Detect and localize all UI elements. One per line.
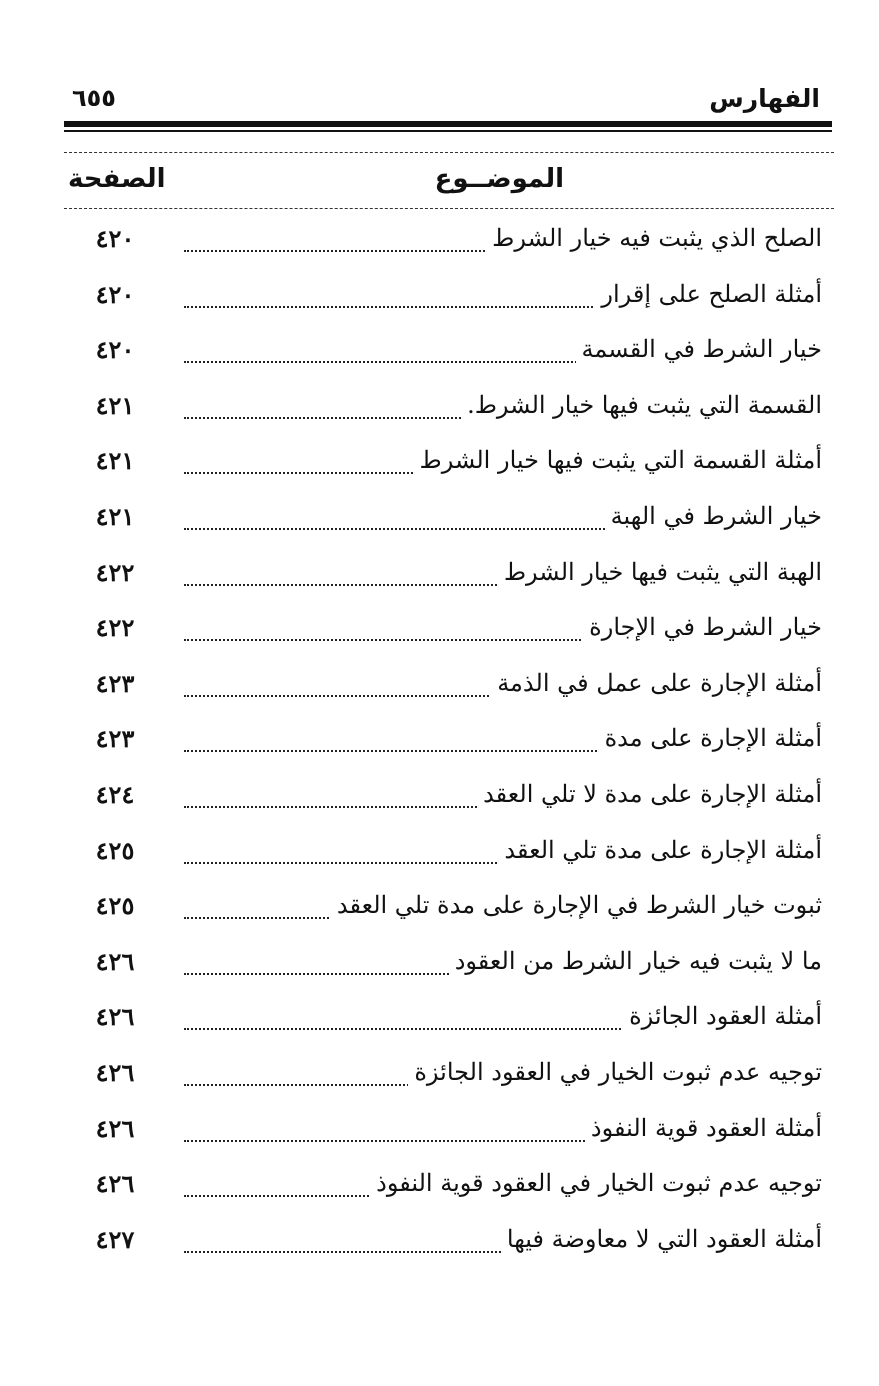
page-number: ٦٥٥ bbox=[72, 84, 116, 112]
index-entry bbox=[62, 1052, 834, 1108]
running-title: الفهارس bbox=[709, 84, 820, 113]
entry-title: ثبوت خيار الشرط في الإجارة على مدة تلي العقد bbox=[331, 891, 822, 919]
entry-title: الهبة التي يثبت فيها خيار الشرط bbox=[498, 558, 822, 586]
entry-page-number: ٤٢١ bbox=[95, 390, 135, 420]
entry-page-number: ٤٢٢ bbox=[95, 613, 135, 643]
entry-page-number: ٤٢٦ bbox=[95, 1002, 135, 1032]
entry-title: أمثلة القسمة التي يثبت فيها خيار الشرط bbox=[414, 446, 822, 474]
index-entry bbox=[62, 218, 834, 274]
entry-page-number: ٤٢٧ bbox=[95, 1224, 135, 1254]
entry-title: توجيه عدم ثبوت الخيار في العقود قوية النفوذ bbox=[370, 1169, 822, 1197]
index-entry bbox=[62, 496, 834, 552]
index-entry bbox=[62, 1108, 834, 1164]
index-entry bbox=[62, 607, 834, 663]
entry-title: أمثلة العقود الجائزة bbox=[623, 1002, 822, 1030]
entry-title: أمثلة الصلح على إقرار bbox=[595, 280, 822, 308]
entry-title: خيار الشرط في الإجارة bbox=[583, 613, 822, 641]
topic-column-heading: الموضــوع bbox=[434, 164, 564, 194]
index-entry bbox=[62, 274, 834, 330]
entry-page-number: ٤٢١ bbox=[95, 501, 135, 531]
header-rule-thin bbox=[64, 130, 832, 132]
entry-page-number: ٤٢٣ bbox=[95, 668, 135, 698]
header-rule-thick bbox=[64, 121, 832, 127]
entry-title: ما لا يثبت فيه خيار الشرط من العقود bbox=[449, 947, 822, 975]
entry-page-number: ٤٢٤ bbox=[95, 779, 135, 809]
entry-page-number: ٤٢١ bbox=[95, 446, 135, 476]
entry-title: خيار الشرط في الهبة bbox=[605, 502, 822, 530]
entry-page-number: ٤٢٠ bbox=[95, 335, 135, 365]
index-entry bbox=[62, 552, 834, 608]
index-entry bbox=[62, 663, 834, 719]
dashed-divider-top bbox=[64, 152, 834, 153]
index-entry bbox=[62, 1163, 834, 1219]
entry-page-number: ٤٢٠ bbox=[95, 279, 135, 309]
entry-title: أمثلة العقود التي لا معاوضة فيها bbox=[501, 1225, 822, 1253]
index-entry bbox=[62, 996, 834, 1052]
column-headings bbox=[62, 164, 834, 204]
entry-title: أمثلة العقود قوية النفوذ bbox=[585, 1114, 822, 1142]
index-entry bbox=[62, 440, 834, 496]
index-entry bbox=[62, 941, 834, 997]
index-entry bbox=[62, 885, 834, 941]
entry-title: خيار الشرط في القسمة bbox=[576, 335, 822, 363]
entry-page-number: ٤٢٢ bbox=[95, 557, 135, 587]
entry-title: أمثلة الإجارة على مدة تلي العقد bbox=[498, 836, 822, 864]
page-column-heading: الصفحة bbox=[68, 164, 166, 194]
entry-title: أمثلة الإجارة على مدة bbox=[599, 724, 822, 752]
entry-page-number: ٤٢٥ bbox=[95, 891, 135, 921]
dashed-divider-under-headings bbox=[64, 208, 834, 209]
index-entry bbox=[62, 385, 834, 441]
index-entry bbox=[62, 1219, 834, 1275]
index-entry bbox=[62, 774, 834, 830]
entry-title: توجيه عدم ثبوت الخيار في العقود الجائزة bbox=[408, 1058, 822, 1086]
index-entry bbox=[62, 718, 834, 774]
entry-title: الصلح الذي يثبت فيه خيار الشرط bbox=[486, 224, 822, 252]
entry-title: القسمة التي يثبت فيها خيار الشرط. bbox=[461, 391, 822, 419]
entry-page-number: ٤٢٣ bbox=[95, 724, 135, 754]
index-entries bbox=[62, 218, 834, 1274]
entry-page-number: ٤٢٦ bbox=[95, 1113, 135, 1143]
entry-page-number: ٤٢٦ bbox=[95, 1169, 135, 1199]
index-entry bbox=[62, 329, 834, 385]
entry-title: أمثلة الإجارة على مدة لا تلي العقد bbox=[477, 780, 822, 808]
index-entry bbox=[62, 830, 834, 886]
entry-page-number: ٤٢٠ bbox=[95, 224, 135, 253]
entry-page-number: ٤٢٥ bbox=[95, 835, 135, 865]
entry-page-number: ٤٢٦ bbox=[95, 1057, 135, 1087]
entry-title: أمثلة الإجارة على عمل في الذمة bbox=[491, 669, 822, 697]
running-header bbox=[62, 82, 832, 122]
entry-page-number: ٤٢٦ bbox=[95, 946, 135, 976]
